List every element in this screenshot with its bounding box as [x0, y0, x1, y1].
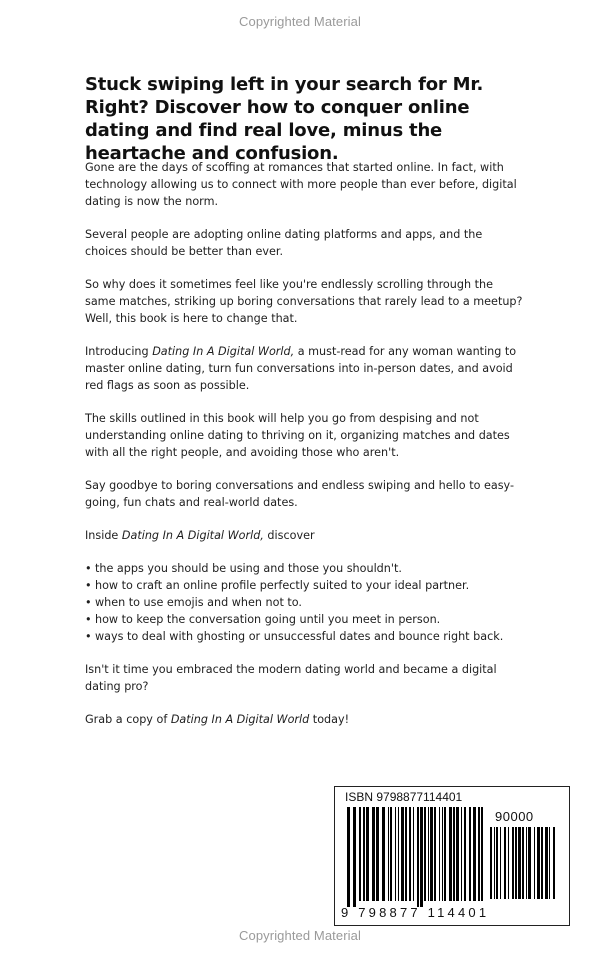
- barcode-bar: [413, 807, 414, 901]
- barcode-bar: [504, 827, 506, 899]
- barcode-bar: [473, 807, 476, 901]
- barcode-bar: [528, 827, 531, 899]
- text-span: Inside: [85, 529, 122, 542]
- barcode-bar: [417, 807, 419, 907]
- barcode-bar: [390, 807, 392, 901]
- copyright-watermark-bottom: Copyrighted Material: [239, 928, 361, 943]
- barcode-bar: [359, 807, 361, 901]
- barcode-bar: [481, 807, 483, 901]
- barcode-bar: [461, 807, 462, 901]
- paragraph: The skills outlined in this book will help you go from despising and not understanding online dating to thriving on it, organizing matches and dates with all the right people, and avoiding those who aren't.: [85, 412, 510, 459]
- paragraph: [85, 527, 525, 544]
- barcode-bar: [366, 807, 369, 901]
- paragraph: [85, 711, 525, 728]
- barcode-bar: [449, 807, 452, 901]
- barcode-bar: [434, 807, 436, 901]
- barcode-bar: [508, 827, 509, 899]
- barcode-bar: [388, 807, 389, 901]
- text-span: a must-read for any woman wanting to master online dating, turn fun conversations into in-person dates, and avoid red flags as soon as possible.: [85, 345, 517, 392]
- price-code: 90000: [495, 809, 534, 824]
- barcode-bar: [439, 807, 440, 901]
- barcode-bar: [534, 827, 535, 899]
- barcode-bar: [347, 807, 350, 907]
- barcode-bar: [430, 807, 433, 901]
- paragraph: [85, 343, 525, 394]
- barcode-bar: [353, 807, 356, 907]
- barcode-bar: [382, 807, 385, 901]
- barcode-bar: [526, 827, 527, 899]
- ean-number: 9 798877 114401: [341, 905, 490, 920]
- list-item: • the apps you should be using and those you shouldn't.: [85, 560, 525, 577]
- barcode-bar: [537, 827, 540, 899]
- barcode-bar: [553, 827, 555, 899]
- barcode-bar: [478, 807, 480, 901]
- paragraph: Say goodbye to boring conversations and endless swiping and hello to easy-going, fun chats and real-world dates.: [85, 479, 515, 509]
- paragraph: Gone are the days of scoffing at romances that started online. In fact, with technology allowing us to connect with more people than ever before, digital dating is now the norm.: [85, 161, 517, 208]
- text-span: discover: [263, 529, 315, 542]
- barcode-bar: [428, 807, 429, 901]
- barcode-bar: [515, 827, 517, 899]
- addon-barcode: [490, 827, 560, 905]
- isbn-label: ISBN 9798877114401: [345, 790, 463, 804]
- book-title: Dating In A Digital World: [170, 713, 310, 726]
- barcode-bar: [405, 807, 407, 901]
- barcode-bar: [469, 807, 471, 901]
- book-title: Dating In A Digital World,: [121, 529, 264, 542]
- paragraph: Isn't it time you embraced the modern dating world and became a digital dating pro?: [85, 663, 497, 693]
- paragraph: So why does it sometimes feel like you're endlessly scrolling through the same matches, striking up boring conversations that rarely lead to a meetup? Well, this book is here to change that.: [85, 278, 523, 325]
- barcode-bar: [444, 807, 446, 901]
- book-title: Dating In A Digital World,: [152, 345, 295, 358]
- barcode-bar: [464, 807, 466, 901]
- barcode-bar: [363, 807, 365, 901]
- barcode-bar: [424, 807, 426, 901]
- barcode-bar: [442, 807, 443, 901]
- isbn-barcode-block: [334, 786, 570, 926]
- barcode-bar: [541, 827, 543, 899]
- barcode-bar: [496, 827, 498, 899]
- list-item: • when to use emojis and when not to.: [85, 594, 525, 611]
- blurb-body: [85, 159, 525, 744]
- barcode-bar: [409, 807, 411, 901]
- barcode-bar: [395, 807, 396, 901]
- barcode-bar: [549, 827, 550, 899]
- text-span: Introducing: [85, 345, 153, 358]
- barcode-bar: [518, 827, 521, 899]
- barcode-bar: [420, 807, 423, 907]
- copyright-watermark-top: Copyrighted Material: [239, 14, 361, 29]
- barcode-bar: [398, 807, 399, 901]
- back-cover-headline: Stuck swiping left in your search for Mr. Right? Discover how to conquer online dating and find real love, minus the heartache and confusion.: [85, 74, 484, 164]
- barcode-bar: [401, 807, 404, 901]
- ean-barcode: [347, 807, 487, 907]
- barcode-bar: [494, 827, 495, 899]
- barcode-bar: [500, 827, 501, 899]
- feature-list: [85, 560, 525, 645]
- barcode-bar: [490, 827, 492, 899]
- barcode-bar: [376, 807, 379, 901]
- paragraph: Several people are adopting online dating platforms and apps, and the choices should be better than ever.: [85, 228, 483, 258]
- list-item: • how to craft an online profile perfectly suited to your ideal partner.: [85, 577, 525, 594]
- list-item: • how to keep the conversation going until you meet in person.: [85, 611, 525, 628]
- list-item: • ways to deal with ghosting or unsuccessful dates and bounce right back.: [85, 628, 525, 645]
- barcode-bar: [372, 807, 375, 901]
- text-span: Grab a copy of: [85, 713, 171, 726]
- barcode-bar: [512, 827, 514, 899]
- barcode-bar: [453, 807, 455, 901]
- barcode-bar: [545, 827, 548, 899]
- barcode-bar: [456, 807, 459, 901]
- barcode-bar: [522, 827, 524, 899]
- text-span: today!: [309, 713, 350, 726]
